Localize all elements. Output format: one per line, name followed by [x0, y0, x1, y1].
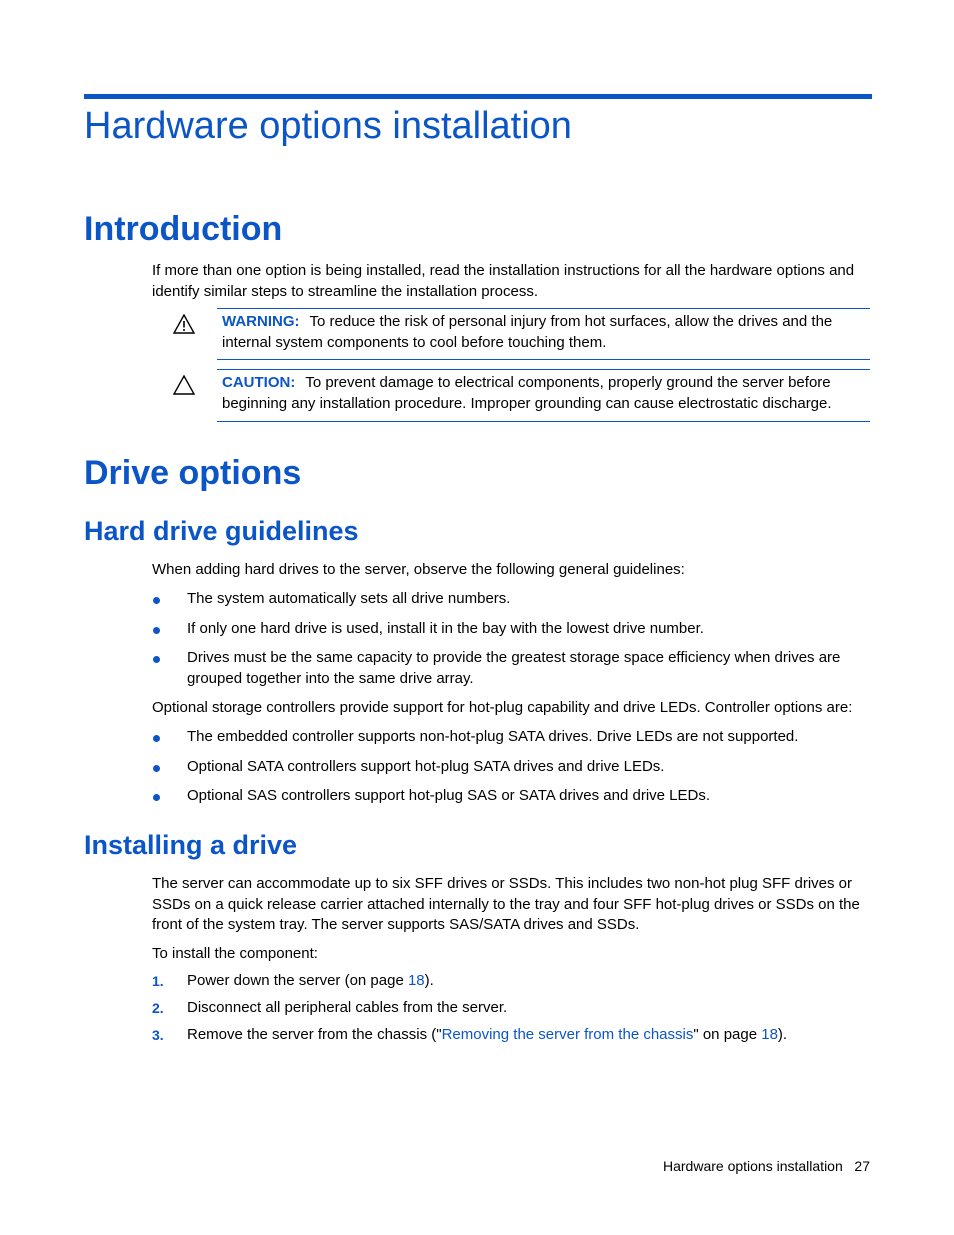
footer-section: Hardware options installation [662, 1158, 843, 1174]
page-link[interactable]: 18 [407, 972, 425, 989]
bullet-icon [153, 656, 160, 663]
intro-paragraph: If more than one option is being installed, read the installation instructions for all the hardware options and identify similar steps to streamline the installation process. [152, 262, 855, 300]
bullet-icon [153, 765, 160, 772]
drive-options-heading: Drive options [84, 454, 302, 492]
bullet-icon [153, 735, 160, 742]
title-rule [84, 94, 872, 99]
controllers-intro: Optional storage controllers provide support for hot-plug capability and drive LEDs. Controller options are: [152, 699, 853, 716]
controller-item: The embedded controller supports non-hot-plug SATA drives. Drive LEDs are not supported. [187, 728, 799, 745]
controller-item: Optional SATA controllers support hot-plug SATA drives and drive LEDs. [187, 758, 665, 775]
warning-note [217, 308, 870, 360]
step-2: Disconnect all peripheral cables from the server. [187, 999, 508, 1016]
warning-label: WARNING: [222, 313, 300, 330]
page-title: Hardware options installation [84, 105, 572, 147]
steps-intro: To install the component: [152, 945, 318, 962]
step-3 [187, 1025, 872, 1046]
caution-note [217, 369, 870, 422]
section-link[interactable]: Removing the server from the chassis [441, 1026, 694, 1043]
step-number: 3. [152, 1027, 164, 1043]
guideline-item: Drives must be the same capacity to provide the greatest storage space efficiency when drives are grouped together into the same drive array. [187, 649, 841, 687]
step-3-mid: " on page [693, 1026, 762, 1043]
guidelines-intro: When adding hard drives to the server, observe the following general guidelines: [152, 561, 685, 578]
step-number: 2. [152, 1000, 164, 1016]
caution-text: To prevent damage to electrical components, properly ground the server before beginning any installation procedure. Improper grounding can cause electrostatic discharge. [222, 374, 832, 412]
hard-drive-guidelines-heading: Hard drive guidelines [84, 516, 359, 546]
warning-icon [173, 314, 195, 334]
step-3-end: ). [777, 1026, 788, 1043]
installing-a-drive-heading: Installing a drive [84, 830, 298, 860]
guideline-item: The system automatically sets all drive numbers. [187, 590, 511, 607]
guideline-item: If only one hard drive is used, install it in the bay with the lowest drive number. [187, 620, 704, 637]
introduction-heading: Introduction [84, 210, 283, 248]
step-1 [187, 971, 872, 992]
controller-item: Optional SAS controllers support hot-plug SAS or SATA drives and drive LEDs. [187, 787, 711, 804]
page-footer [560, 1158, 870, 1174]
bullet-icon [153, 597, 160, 604]
bullet-icon [153, 794, 160, 801]
footer-page-number: 27 [854, 1158, 870, 1174]
step-3-text: Remove the server from the chassis (" [187, 1026, 442, 1043]
installing-paragraph: The server can accommodate up to six SFF drives or SSDs. This includes two non-hot plug SFF drives or SSDs on a quick release carrier attached internally to the tray and four SFF hot-plug drives or SSDs on the front of the system tray. The server supports SAS/SATA drives and SSDs. [152, 875, 860, 933]
bullet-icon [153, 627, 160, 634]
caution-label: CAUTION: [222, 374, 296, 391]
step-number: 1. [152, 973, 164, 989]
caution-icon [173, 375, 195, 395]
step-1-end: ). [424, 972, 434, 989]
step-1-text: Power down the server (on page [187, 972, 408, 989]
warning-text: To reduce the risk of personal injury from hot surfaces, allow the drives and the internal system components to cool before touching them. [222, 313, 833, 351]
page-link[interactable]: 18 [761, 1026, 778, 1043]
